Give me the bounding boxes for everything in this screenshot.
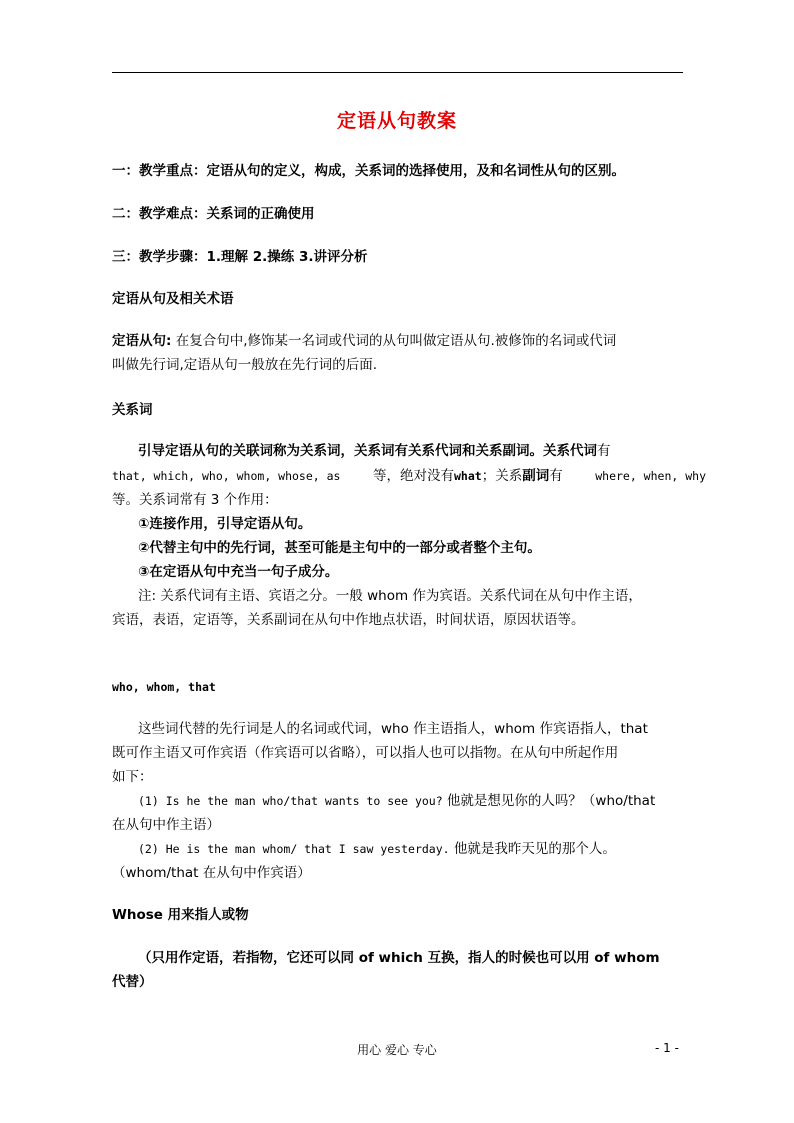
- definition-label: 定语从句:: [112, 333, 172, 349]
- relatives-para-line-2: [112, 466, 706, 486]
- whose-para-line-1: （只用作定语，若指物，它还可以同 of which 互换，指人的时候也可以用 of whom: [138, 950, 660, 966]
- example-2-note: （whom/that 在从句中作宾语）: [112, 865, 311, 881]
- function-item-3: ③在定语从句中充当一句子成分。: [138, 564, 339, 580]
- page-title: 定语从句教案: [336, 110, 457, 132]
- definition-line-1: [112, 331, 616, 351]
- example-1-english: (1) Is he the man who/that wants to see you?: [138, 794, 443, 808]
- definition-text-1: 在复合句中,修饰某一名词或代词的从句叫做定语从句.被修饰的名词或代词: [171, 333, 617, 349]
- point2-text: 关系词的正确使用: [206, 206, 315, 222]
- example-2: [138, 839, 616, 859]
- teaching-point-1: [112, 161, 625, 181]
- point1-text: 定语从句的定义，构成，关系词的选择使用，及和名词性从句的区别。: [206, 163, 625, 179]
- function-item-1: ①连接作用，引导定语从句。: [138, 516, 312, 532]
- section-heading-who-whom-that: who, whom, that: [112, 680, 216, 694]
- point1-label: 一：教学重点：: [112, 163, 207, 179]
- section-heading-terms: 定语从句及相关术语: [112, 291, 234, 307]
- page-number: - 1 -: [655, 1041, 679, 1055]
- relatives-line2-middle: [373, 466, 563, 486]
- point3-text: 1.理解 2.操练 3.讲评分析: [206, 249, 368, 265]
- section-heading-relatives: 关系词: [112, 402, 153, 418]
- relatives-intro-tail: 有: [597, 443, 611, 459]
- point3-label: 三：教学步骤：: [112, 249, 207, 265]
- teaching-point-3: [112, 247, 367, 267]
- relative-label: ；关系: [481, 468, 523, 484]
- who-para-line-3: 如下：: [112, 769, 153, 785]
- example-1: [138, 791, 655, 811]
- no-what-text: 等，绝对没有: [373, 468, 454, 484]
- what-word: what: [454, 469, 482, 483]
- note-line-1: 注: 关系代词有主语、宾语之分。一般 whom 作为宾语。关系代词在从句中作主语，: [138, 588, 642, 604]
- relatives-intro-bold: 引导定语从句的关联词称为关系词，关系词有关系代词和关系副词。关系代词: [138, 443, 597, 459]
- header-rule: [112, 72, 683, 73]
- who-para-line-2: 既可作主语又可作宾语（作宾语可以省略），可以指人也可以指物。在从句中所起作用: [112, 745, 619, 761]
- example-2-english: (2) He is the man whom/ that I saw yesterday.: [138, 842, 450, 856]
- has-word: 有: [549, 468, 563, 484]
- page-footer: 用心 爱心 专心: [357, 1043, 437, 1057]
- example-1-chinese: 他就是想见你的人吗？（who/that: [442, 793, 656, 809]
- relative-pronouns-list: that, which, who, whom, whose, as: [112, 469, 341, 483]
- point2-label: 二：教学难点：: [112, 206, 207, 222]
- example-1-note: 在从句中作主语）: [112, 817, 220, 833]
- note-line-2: 宾语，表语，定语等，关系副词在从句中作地点状语，时间状语，原因状语等。: [112, 612, 585, 628]
- relative-adverbs-list: where, when, why: [595, 469, 706, 483]
- section-heading-whose: Whose 用来指人或物: [112, 907, 249, 923]
- adverb-word: 副词: [522, 468, 550, 484]
- whose-para-line-2: 代替）: [112, 974, 153, 990]
- function-item-2: ②代替主句中的先行词，甚至可能是主句中的一部分或者整个主句。: [138, 540, 541, 556]
- example-2-chinese: 他就是我昨天见的那个人。: [449, 841, 616, 857]
- relatives-para-line-3: 等。关系词常有 3 个作用：: [112, 492, 278, 508]
- relatives-para-line-1: [138, 441, 611, 461]
- definition-line-2: 叫做先行词,定语从句一般放在先行词的后面.: [112, 357, 378, 373]
- who-para-line-1: 这些词代替的先行词是人的名词或代词，who 作主语指人，whom 作宾语指人，that: [138, 721, 648, 737]
- teaching-point-2: [112, 204, 315, 224]
